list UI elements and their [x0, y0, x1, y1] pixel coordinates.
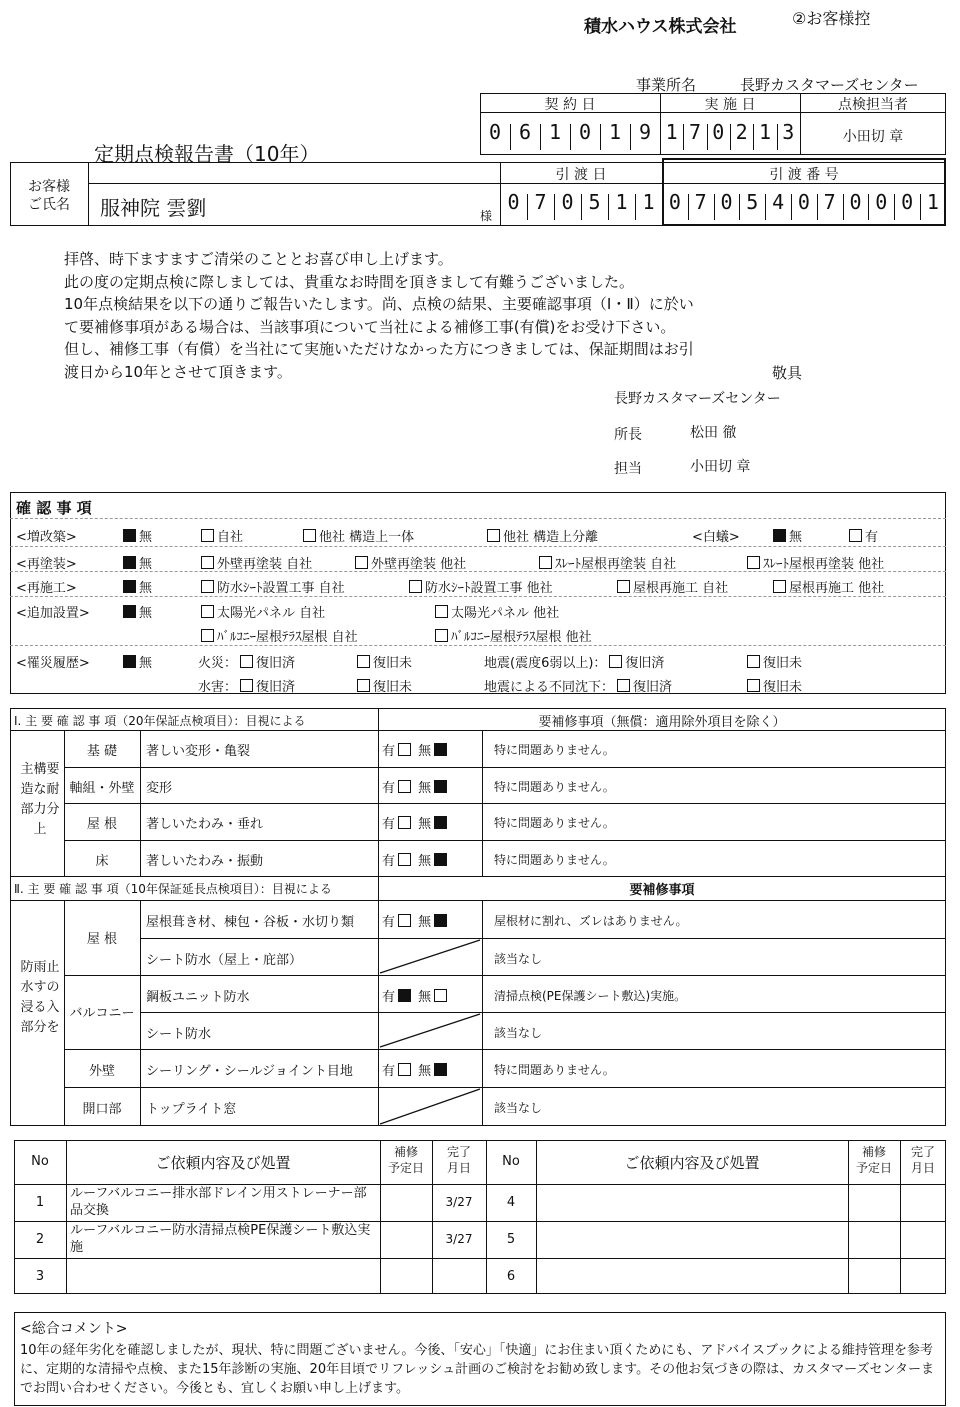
ext-none-check[interactable] — [123, 529, 136, 542]
na-slash-3 — [378, 1087, 482, 1126]
no-label: 無 — [414, 744, 432, 759]
yes-check[interactable] — [398, 914, 411, 927]
exec-digit-divider — [707, 124, 708, 150]
no-label: 無 — [414, 990, 432, 1005]
settle-recovered-check[interactable] — [617, 679, 630, 692]
water-label: 水害： — [198, 680, 238, 695]
sec2-result: 該当なし — [494, 1101, 543, 1115]
repaint-wall-self-check[interactable] — [201, 556, 214, 569]
repaint-roof-other-check[interactable] — [747, 556, 760, 569]
fire-recovered-check[interactable] — [240, 655, 253, 668]
req-h-plan-2: 補修 予定日 — [855, 1145, 892, 1175]
comment-label: <総合コメント> — [20, 1321, 128, 1337]
req-content: ルーフバルコニー排水部ドレイン用ストレーナー部品交換 — [70, 1186, 367, 1218]
row-reconstruct: <再施工> — [16, 581, 77, 596]
customer-label-2: ご氏名 — [28, 197, 70, 213]
yes-check[interactable] — [398, 743, 411, 756]
contract-digit-5: 1 — [608, 120, 622, 144]
req-no: 2 — [35, 1232, 45, 1247]
contract-digit-6: 9 — [638, 120, 652, 144]
repaint-wall-other-check[interactable] — [355, 556, 368, 569]
exec-digit-divider — [683, 124, 684, 150]
delivery-digit-6: 1 — [642, 190, 655, 214]
contract-digit-divider — [600, 124, 601, 150]
addition-none-check[interactable] — [123, 605, 136, 618]
contract-digit-1: 0 — [488, 120, 502, 144]
req-content: ルーフバルコニー防水清掃点検PE保護シート敷込実施 — [70, 1223, 371, 1255]
req-no: 1 — [35, 1195, 45, 1210]
repaint-roof-self-check[interactable] — [539, 556, 552, 569]
disaster-none-check[interactable] — [123, 655, 136, 668]
yes-no-pair — [382, 813, 450, 832]
req-no-2: 6 — [506, 1269, 516, 1284]
customer-name: 服神院 雲劉 — [100, 196, 207, 220]
settle-unrecovered-check[interactable] — [747, 679, 760, 692]
signature-org: 長野カスタマーズセンター — [614, 391, 781, 407]
contract-digit-2: 6 — [518, 120, 532, 144]
req-done: 3/27 — [445, 1232, 473, 1246]
inspector-name: 小田切 章 — [842, 129, 904, 145]
balcony-roof-other-check[interactable] — [435, 629, 448, 642]
req-h-no-2: No — [502, 1154, 520, 1169]
letter-body: 拝啓、時下ますますご清栄のこととお喜び申し上げます。 此の度の定期点検に際しましては、貴重なお時間を頂きまして有難うございました。 10年点検結果を以下の通りご報告いたします。尚、点検の結果、主要確認事項（Ⅰ・Ⅱ）に於い て要補修事項がある場合は、当該事項について当社による補修工事(有償)をお受け下さい。 但し、補修工事（有償）を当社にて実施いただけなかった方につきましては、保証期間はお引 渡日から10年とさせて頂きます。 — [64, 250, 694, 381]
delivery-no-digit-3: 0 — [720, 190, 733, 214]
req-h-done-2: 完了 月日 — [910, 1145, 935, 1175]
chief-name: 松田 徹 — [690, 425, 737, 441]
delivery-no-digit-9: 0 — [875, 190, 888, 214]
sec1-result: 特に問題ありません。 — [494, 743, 615, 757]
delivery-no-digit-divider — [714, 194, 715, 220]
sec2-item: 鋼板ユニット防水 — [146, 990, 250, 1005]
contract-digit-divider — [510, 124, 511, 150]
yes-label: 有 — [382, 915, 396, 930]
office-name: 長野カスタマーズセンター — [740, 76, 919, 94]
solar-self-check[interactable] — [201, 605, 214, 618]
yes-label: 有 — [382, 817, 396, 832]
section2-repair-title: 要補修事項 — [629, 883, 695, 898]
customer-label-1: お客様 — [28, 179, 70, 195]
delivery-no-digit-1: 0 — [668, 190, 681, 214]
req-h-done: 完了 月日 — [446, 1145, 471, 1175]
no-check[interactable] — [434, 853, 447, 866]
delivery-no-digit-7: 7 — [823, 190, 836, 214]
sec1-item: 著しい変形・亀裂 — [146, 744, 251, 759]
sec1-item: 著しいたわみ・垂れ — [146, 817, 264, 832]
no-check[interactable] — [434, 780, 447, 793]
delivery-no-digit-divider — [843, 194, 844, 220]
delivery-no-digit-divider — [739, 194, 740, 220]
section2-title: Ⅱ. 主 要 確 認 事 項（10年保証延長点検項目）：目視による — [14, 882, 332, 896]
delivery-date-label: 引 渡 日 — [555, 167, 607, 183]
yes-label: 有 — [382, 990, 396, 1005]
sec1-result: 特に問題ありません。 — [494, 853, 615, 867]
sec2-item: トップライト窓 — [146, 1102, 237, 1117]
exec-digit-4: 2 — [735, 120, 748, 144]
yes-check[interactable] — [398, 989, 411, 1002]
delivery-digit-3: 0 — [561, 190, 574, 214]
yes-no-pair — [382, 911, 450, 930]
inspector-label: 点検担当者 — [838, 97, 908, 113]
yes-no-pair — [382, 1060, 450, 1079]
sec2-result: 該当なし — [494, 1026, 543, 1040]
sec1-item: 変形 — [146, 781, 173, 796]
delivery-no-digit-2: 7 — [694, 190, 707, 214]
reconstruct-sheet-other-check[interactable] — [409, 580, 422, 593]
delivery-no-digit-divider — [791, 194, 792, 220]
req-done: 3/27 — [445, 1195, 473, 1209]
sec1-result: 特に問題ありません。 — [494, 816, 615, 830]
sec2-result: 清掃点検(PE保護シート敷込)実施。 — [494, 989, 687, 1003]
req-h-content-2: ご依頼内容及び処置 — [624, 1154, 760, 1172]
exec-digit-2: 7 — [688, 120, 701, 144]
sec1-result: 特に問題ありません。 — [494, 780, 615, 794]
no-check[interactable] — [434, 743, 447, 756]
staff-name: 小田切 章 — [690, 459, 751, 475]
no-check[interactable] — [434, 816, 447, 829]
delivery-digit-4: 5 — [588, 190, 601, 214]
delivery-no-digit-divider — [765, 194, 766, 220]
yes-check[interactable] — [398, 1063, 411, 1076]
yes-label: 有 — [382, 1064, 396, 1079]
water-recovered-check[interactable] — [240, 679, 253, 692]
solar-other-check[interactable] — [435, 605, 448, 618]
delivery-digit-divider — [527, 194, 528, 220]
ext-self-check[interactable] — [201, 529, 214, 542]
delivery-no-digit-divider — [688, 194, 689, 220]
yes-no-pair — [382, 986, 450, 1005]
section1-repair-title: 要補修事項（無償：適用除外項目を除く） — [538, 715, 786, 730]
water-unrecovered-check[interactable] — [357, 679, 370, 692]
sec1-part: 軸組・外壁 — [69, 781, 135, 796]
contract-date-label: 契 約 日 — [544, 97, 596, 113]
delivery-digit-5: 1 — [615, 190, 628, 214]
sec2-item: シート防水（屋上・庇部） — [146, 953, 303, 968]
exec-digit-5: 1 — [758, 120, 771, 144]
reconstruct-roof-other-check[interactable] — [773, 580, 786, 593]
sec2-part: 屋 根 — [86, 932, 118, 947]
row-extension: <増改築> — [16, 530, 77, 545]
company-name: 積水ハウス株式会社 — [584, 17, 737, 37]
delivery-no-digit-8: 0 — [849, 190, 862, 214]
eq-recovered-check[interactable] — [609, 655, 622, 668]
chief-label: 所長 — [614, 427, 642, 443]
yes-no-pair — [382, 740, 450, 759]
delivery-digit-divider — [635, 194, 636, 220]
no-label: 無 — [414, 1064, 432, 1079]
sec2-item: 屋根葺き材、棟包・谷板・水切り類 — [146, 915, 355, 930]
delivery-digit-2: 7 — [534, 190, 547, 214]
confirm-title: 確 認 事 項 — [16, 499, 92, 517]
exec-digit-1: 1 — [665, 120, 678, 144]
reconstruct-roof-self-check[interactable] — [617, 580, 630, 593]
copy-label: ②お客様控 — [792, 9, 871, 28]
section1-title: Ⅰ. 主 要 確 認 事 項（20年保証点検項目）：目視による — [14, 714, 306, 728]
no-label: 無 — [414, 781, 432, 796]
req-no-2: 5 — [506, 1232, 516, 1247]
na-slash-1 — [378, 938, 482, 975]
sec2-result: 特に問題ありません。 — [494, 1063, 615, 1077]
no-check[interactable] — [434, 1063, 447, 1076]
yes-no-pair — [382, 777, 450, 796]
no-check[interactable] — [434, 989, 447, 1002]
delivery-no-digit-divider — [868, 194, 869, 220]
delivery-no-digit-divider — [817, 194, 818, 220]
delivery-digit-divider — [554, 194, 555, 220]
delivery-no-digit-divider — [894, 194, 895, 220]
row-disaster: <罹災履歴> — [16, 656, 90, 671]
yes-label: 有 — [382, 744, 396, 759]
exec-date-label: 実 施 日 — [704, 97, 756, 113]
sec2-part: 開口部 — [82, 1102, 122, 1117]
sec2-item: シート防水 — [146, 1027, 212, 1042]
no-label: 無 — [414, 854, 432, 869]
yes-check[interactable] — [398, 816, 411, 829]
exec-digit-6: 3 — [782, 120, 795, 144]
exec-digit-3: 0 — [712, 120, 725, 144]
req-h-content: ご依頼内容及び処置 — [155, 1154, 291, 1172]
na-slash-2 — [378, 1012, 482, 1049]
contract-digit-4: 0 — [578, 120, 592, 144]
ext-other-separated-check[interactable] — [487, 529, 500, 542]
settlement-label: 地震による不同沈下： — [484, 680, 615, 695]
contract-digit-divider — [570, 124, 571, 150]
sec2-item: シーリング・シールジョイント目地 — [146, 1064, 353, 1079]
earthquake-label: 地震(震度6弱以上)： — [484, 656, 607, 671]
fire-label: 火災： — [198, 656, 238, 671]
balcony-roof-self-check[interactable] — [201, 629, 214, 642]
sec1-item: 著しいたわみ・振動 — [146, 854, 264, 869]
contract-digit-divider — [540, 124, 541, 150]
letter-closing: 敬具 — [772, 364, 803, 382]
sec1-part: 床 — [95, 854, 109, 869]
row-addition: <追加設置> — [16, 606, 90, 621]
termite-yes-check[interactable] — [849, 529, 862, 542]
section1-group: 主構要造な耐部力分上 — [20, 762, 60, 837]
section2-group: 防雨止水すの浸る入部分を — [20, 960, 60, 1035]
delivery-no-digit-6: 0 — [797, 190, 810, 214]
delivery-no-digit-10: 0 — [901, 190, 914, 214]
exec-digit-divider — [777, 124, 778, 150]
sec2-result: 該当なし — [494, 952, 543, 966]
yes-label: 有 — [382, 781, 396, 796]
termite-none-check[interactable] — [773, 529, 786, 542]
sec2-result: 屋根材に割れ、ズレはありません。 — [494, 914, 688, 928]
staff-label: 担当 — [614, 461, 642, 477]
comment-text: 10年の経年劣化を確認しましたが、現状、特に問題ございません。今後、「安心」「快適」にお住まい頂くためにも、アドバイスブックによる維持管理を参考に、定期的な清掃や点検、また15年診断の実施、20年目頃でリフレッシュ計画のご検討をお勧め致します。その他お気づきの際は、カスタマーズセンターまでお問い合わせください。今後とも、宜しくお願い申し上げます。 — [20, 1343, 934, 1396]
no-check[interactable] — [434, 914, 447, 927]
yes-label: 有 — [382, 854, 396, 869]
no-label: 無 — [414, 817, 432, 832]
yes-check[interactable] — [398, 853, 411, 866]
sec2-part: バルコニー — [69, 1006, 135, 1021]
yes-no-pair — [382, 850, 450, 869]
reconstruct-none-check[interactable] — [123, 580, 136, 593]
repaint-none-check[interactable] — [123, 556, 136, 569]
contract-digit-3: 1 — [548, 120, 562, 144]
req-no-2: 4 — [506, 1195, 516, 1210]
yes-check[interactable] — [398, 780, 411, 793]
delivery-digit-divider — [581, 194, 582, 220]
sec1-part: 屋 根 — [86, 817, 118, 832]
delivery-digit-1: 0 — [507, 190, 520, 214]
exec-digit-divider — [730, 124, 731, 150]
req-h-no: No — [31, 1154, 49, 1169]
fire-unrecovered-check[interactable] — [357, 655, 370, 668]
termite-label: <白蟻> — [692, 530, 740, 545]
delivery-digit-divider — [608, 194, 609, 220]
delivery-no-digit-5: 4 — [772, 190, 785, 214]
report-title: 定期点検報告書（10年） — [94, 142, 320, 166]
delivery-no-digit-11: 1 — [926, 190, 939, 214]
reconstruct-sheet-self-check[interactable] — [201, 580, 214, 593]
contract-digit-divider — [630, 124, 631, 150]
req-no: 3 — [35, 1269, 45, 1284]
sec1-part: 基 礎 — [86, 744, 118, 759]
ext-other-unified-check[interactable] — [303, 529, 316, 542]
sec2-part: 外壁 — [88, 1064, 115, 1079]
customer-suffix: 様 — [480, 209, 493, 223]
no-label: 無 — [414, 915, 432, 930]
office-label: 事業所名 — [636, 76, 697, 94]
eq-unrecovered-check[interactable] — [747, 655, 760, 668]
req-h-plan: 補修 予定日 — [387, 1145, 424, 1175]
delivery-no-digit-divider — [920, 194, 921, 220]
row-repaint: <再塗装> — [16, 557, 77, 572]
delivery-no-digit-4: 5 — [746, 190, 759, 214]
delivery-number-label: 引 渡 番 号 — [769, 167, 839, 183]
exec-digit-divider — [753, 124, 754, 150]
